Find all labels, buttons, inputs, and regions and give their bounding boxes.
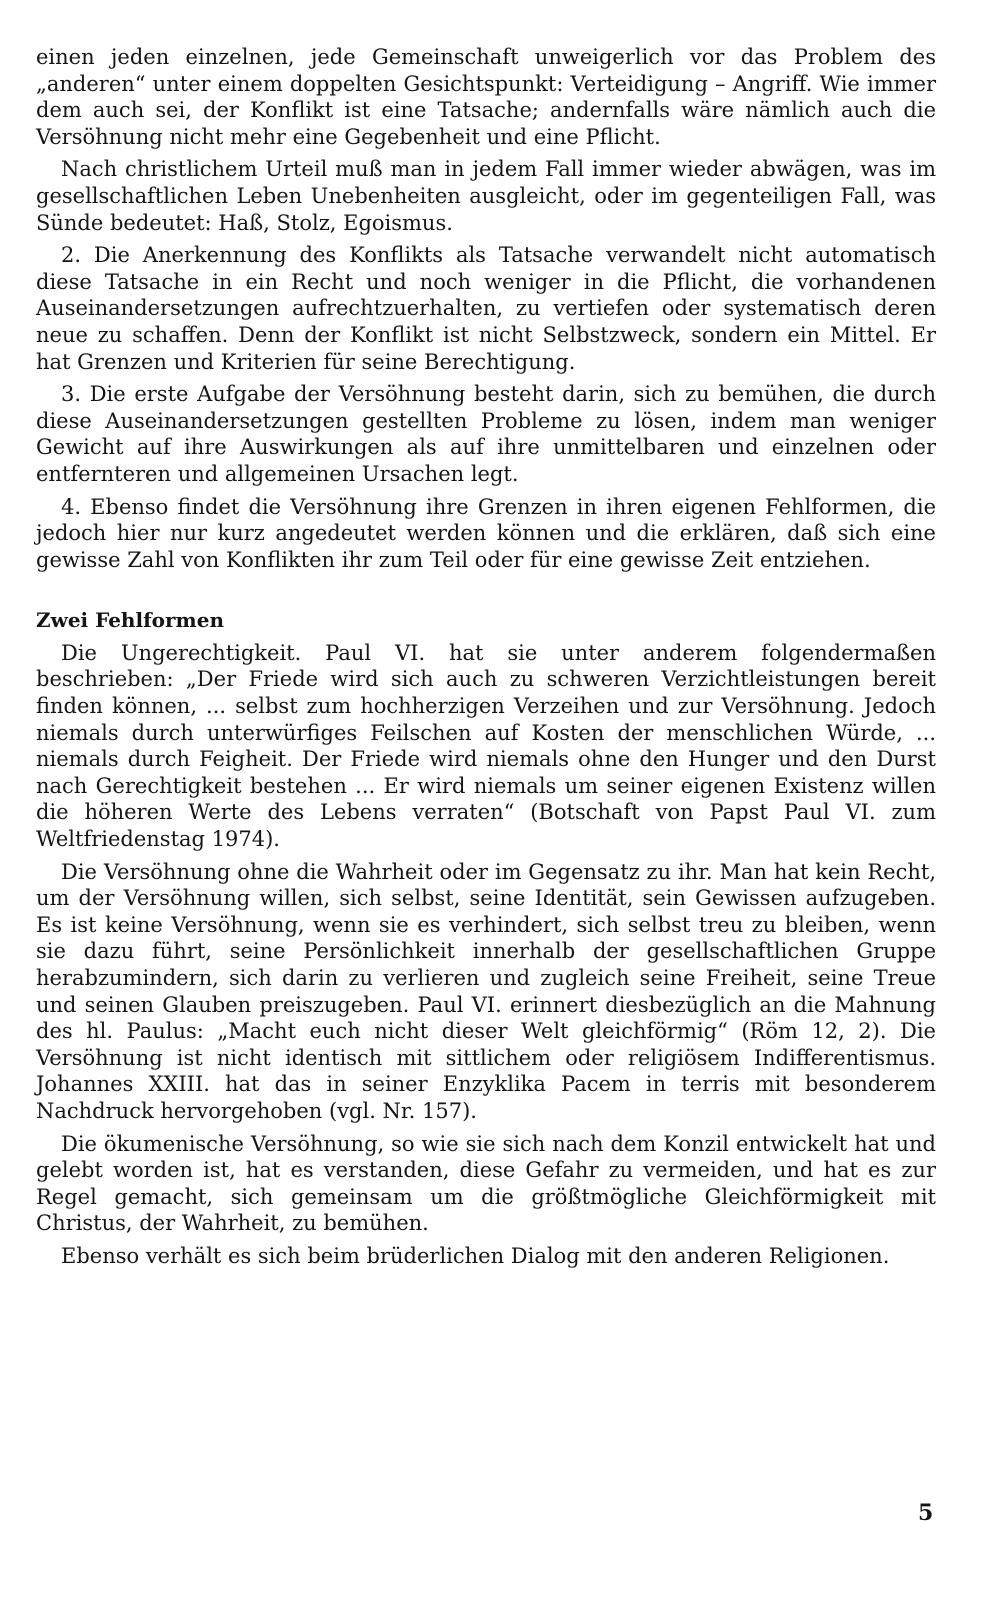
page-number: 5	[918, 1500, 934, 1526]
paragraph-injustice: Die Ungerechtigkeit. Paul VI. hat sie unter anderem folgendermaßen beschrieben: „Der Friede wird sich auch zu schweren Verzichtleistungen bereit finden können, ... selbst zum hochherzigen Verzeihen und zur Versöhnung. Jedoch niemals durch unterwürfiges Feilschen auf Kosten der menschlichen Würde, ... niemals durch Feigheit. Der Friede wird niemals ohne den Hunger und den Durst nach Gerechtigkeit bestehen ... Er wird niemals um seiner eigenen Existenz willen die höheren Werte des Lebens verraten“ (Botschaft von Papst Paul VI. zum Weltfriedenstag 1974).	[36, 640, 936, 852]
paragraph-point-2: 2. Die Anerkennung des Konflikts als Tatsache verwandelt nicht automatisch diese Tatsache in ein Recht und noch weniger in die Pflicht, die vorhandenen Auseinandersetzungen aufrechtzuerhalten, zu vertiefen oder systematisch deren neue zu schaffen. Denn der Konflikt ist nicht Selbstzweck, sondern ein Mittel. Er hat Grenzen und Kriterien für seine Berechtigung.	[36, 243, 936, 374]
paragraph-christian-judgement: Nach christlichem Urteil muß man in jedem Fall immer wieder abwägen, was im gesellschaftlichen Leben Unebenheiten ausgleicht, oder im gegenteiligen Fall, was Sünde bedeutet: Haß, Stolz, Egoismus.	[36, 157, 936, 235]
paragraph-truth: Die Versöhnung ohne die Wahrheit oder im Gegensatz zu ihr. Man hat kein Recht, um der Versöhnung willen, sich selbst, seine Identität, sein Gewissen aufzugeben. Es ist keine Versöhnung, wenn sie es verhindert, sich selbst treu zu bleiben, wenn sie dazu führt, seine Persönlichkeit innerhalb der gesellschaftlichen Gruppe herabzumindern, sich darin zu verlieren und zugleich seine Freiheit, seine Treue und seinen Glauben preiszugeben. Paul VI. erinnert diesbezüglich an die Mahnung des hl. Paulus: „Macht euch nicht dieser Welt gleichförmig“ (Röm 12, 2). Die Versöhnung ist nicht identisch mit sittlichem oder religiösem Indifferentismus. Johannes XXIII. hat das in seiner Enzyklika Pacem in terris mit besonderem Nachdruck hervorgehoben (vgl. Nr. 157).	[36, 859, 936, 1123]
section-heading: Zwei Fehlformen	[36, 608, 224, 633]
paragraph-religions: Ebenso verhält es sich beim brüderlichen Dialog mit den anderen Religionen.	[61, 1243, 890, 1268]
paragraph-point-3: 3. Die erste Aufgabe der Versöhnung besteht darin, sich zu bemühen, die durch diese Auseinandersetzungen gestellten Probleme zu lösen, indem man weniger Gewicht auf ihre Auswirkungen als auf ihre unmittelbaren und einzelnen oder entfernteren und allgemeinen Ursachen legt.	[36, 382, 936, 486]
page-body	[36, 44, 936, 1276]
paragraph-continuation: einen jeden einzelnen, jede Gemeinschaft unweigerlich vor das Problem des „anderen“ unter einem doppelten Gesichtspunkt: Verteidigung – Angriff. Wie immer dem auch sei, der Konflikt ist eine Tatsache; andernfalls wäre nämlich auch die Versöhnung nicht mehr eine Gegebenheit und eine Pflicht.	[36, 45, 936, 149]
paragraph-point-4: 4. Ebenso findet die Versöhnung ihre Grenzen in ihren eigenen Fehlformen, die jedoch hier nur kurz angedeutet werden können und die erklären, daß sich eine gewisse Zahl von Konflikten ihr zum Teil oder für eine gewisse Zeit entziehen.	[36, 494, 936, 572]
paragraph-ecumenical: Die ökumenische Versöhnung, so wie sie sich nach dem Konzil entwickelt hat und gelebt worden ist, hat es verstanden, diese Gefahr zu vermeiden, und hat es zur Regel gemacht, sich gemeinsam um die größtmögliche Gleichförmigkeit mit Christus, der Wahrheit, zu bemühen.	[36, 1131, 936, 1236]
